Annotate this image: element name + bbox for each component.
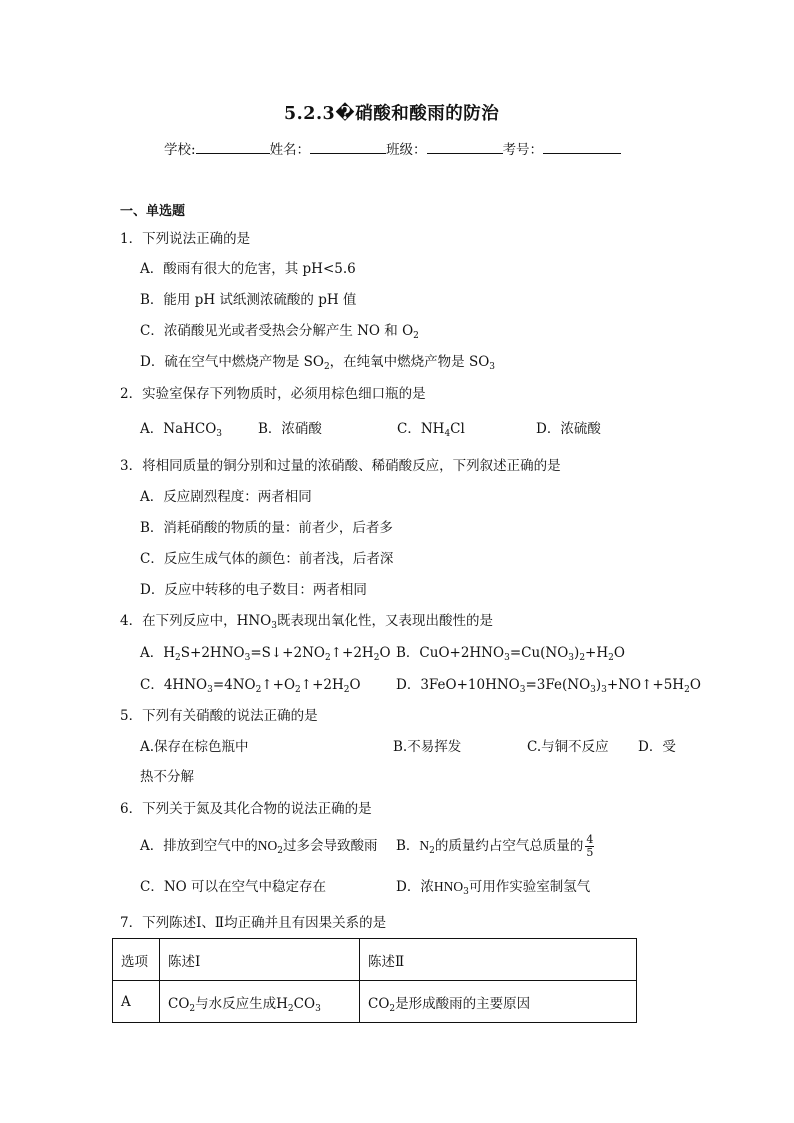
q2-option-b: B．浓硝酸 — [258, 421, 322, 437]
name-label: 姓名： — [269, 142, 311, 158]
row-option: A — [113, 981, 160, 1023]
question-2-stem: 2．实验室保存下列物质时，必须用棕色细口瓶的是 — [120, 386, 426, 402]
row-statement-2: $CO_2$是形成酸雨的主要原因 — [360, 981, 637, 1023]
q1-option-a: A．酸雨有很大的危害，其 pH<5.6 — [140, 261, 356, 277]
q3-option-d: D．反应中转移的电子数目：两者相同 — [140, 582, 367, 598]
question-6-stem: 6．下列关于氮及其化合物的说法正确的是 — [120, 801, 372, 817]
q1-option-d: D．硫在空气中燃烧产物是 $SO_2$，在纯氧中燃烧产物是 $SO_3$ — [140, 354, 496, 372]
class-blank[interactable] — [427, 139, 503, 154]
question-4-stem: 4．在下列反应中，$HNO_3$既表现出氧化性，又表现出酸性的是 — [120, 613, 493, 631]
q6-option-c: C．NO 可以在空气中稳定存在 — [140, 879, 327, 895]
q7-table — [112, 938, 637, 1023]
page-title: 5.2.3�硝酸和酸雨的防治 — [284, 104, 500, 124]
q6-option-b: B．$N_2$的质量约占空气总质量的 $\frac{4}{5}$ — [396, 833, 594, 859]
name-blank[interactable] — [310, 139, 386, 154]
table-row — [113, 981, 637, 1023]
class-label: 班级： — [386, 142, 427, 158]
question-1-stem: 1．下列说法正确的是 — [120, 231, 251, 247]
q5-option-d-continued: 热不分解 — [140, 769, 194, 785]
header-statement-2: 陈述Ⅱ — [360, 939, 637, 981]
school-blank[interactable] — [196, 139, 270, 154]
q2-option-d: D．浓硫酸 — [536, 421, 601, 437]
q3-option-c: C．反应生成气体的颜色：前者浅，后者深 — [140, 551, 394, 567]
row-statement-1: $CO_2$与水反应生成$H_2CO_3$ — [160, 981, 360, 1023]
q1-option-c: C．浓硝酸见光或者受热会分解产生 NO 和 $O_2$ — [140, 323, 419, 341]
fraction-four-fifths: $\frac{4}{5}$ — [586, 833, 594, 859]
school-label: 学校: — [164, 142, 196, 158]
header-option: 选项 — [113, 939, 160, 981]
q3-option-b: B．消耗硝酸的物质的量：前者少，后者多 — [140, 520, 393, 536]
q5-option-a: A.保存在棕色瓶中 — [140, 739, 249, 755]
table-header-row — [113, 939, 637, 981]
q5-option-c: C.与铜不反应 — [527, 739, 609, 755]
student-info-row — [164, 139, 621, 160]
q6-option-d: D．浓$HNO_3$可用作实验室制氢气 — [396, 879, 591, 897]
q5-option-d: D．受 — [638, 739, 676, 755]
question-3-stem: 3．将相同质量的铜分别和过量的浓硝酸、稀硝酸反应，下列叙述正确的是 — [120, 458, 561, 474]
q2-option-a: A．NaHCO$_3$ — [140, 421, 223, 439]
question-7-stem: 7．下列陈述Ⅰ、Ⅱ均正确并且有因果关系的是 — [120, 915, 387, 931]
header-statement-1: 陈述Ⅰ — [160, 939, 360, 981]
q6-option-a: A．排放到空气中的$NO_2$过多会导致酸雨 — [140, 838, 378, 856]
q5-option-b: B.不易挥发 — [393, 739, 462, 755]
q4-option-b: B．$CuO+2HNO_3=Cu(NO_3)_2+H_2O$ — [396, 645, 625, 663]
q4-option-a: A．$H_2S+2HNO_3=S↓+2NO_2↑+2H_2O$ — [140, 645, 391, 663]
q3-option-a: A．反应剧烈程度：两者相同 — [140, 489, 312, 505]
id-blank[interactable] — [543, 139, 621, 154]
section-heading: 一、单选题 — [120, 204, 186, 219]
q4-option-d: D．$3FeO+10HNO_3=3Fe(NO_3)_3+NO↑+5H_2O$ — [396, 677, 701, 695]
q2-option-c: C．$NH_4Cl$ — [397, 421, 465, 439]
id-label: 考号： — [502, 142, 544, 158]
q1-option-b: B．能用 pH 试纸测浓硫酸的 pH 值 — [140, 292, 357, 308]
q4-option-c: C．$4HNO_3=4NO_2↑+O_2↑+2H_2O$ — [140, 677, 361, 695]
question-5-stem: 5．下列有关硝酸的说法正确的是 — [120, 708, 318, 724]
